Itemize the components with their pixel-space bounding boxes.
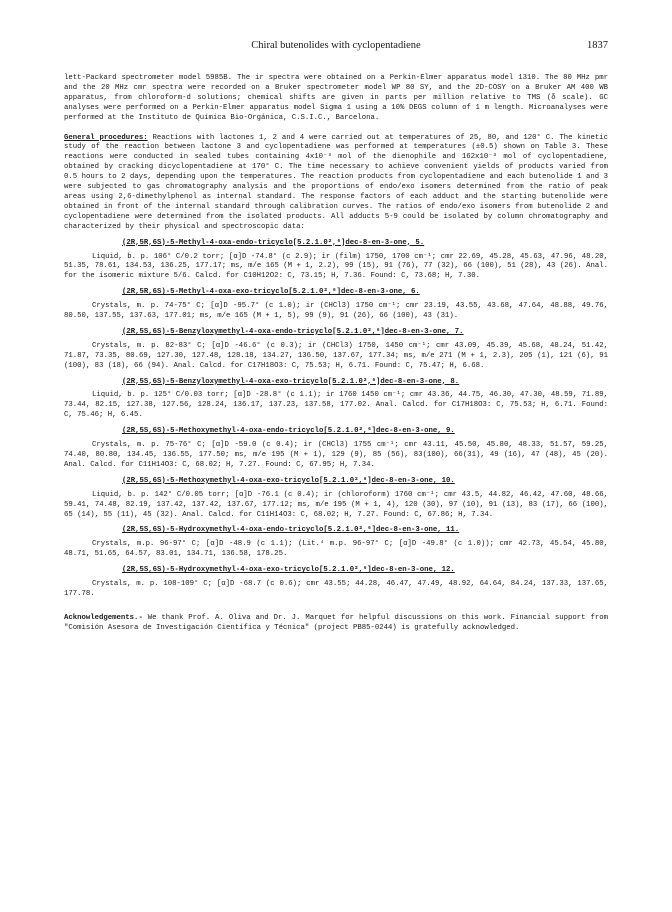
- compound-entry: [64, 328, 608, 372]
- compound-entry: [64, 378, 608, 422]
- compound-title: (2R,5S,6S)-5-Hydroxymethyl-4-oxa-endo-tricyclo[5.2.1.0²,⁶]dec-8-en-3-one, 11.: [122, 526, 460, 535]
- page-header: [64, 40, 608, 56]
- intro-paragraph: lett-Packard spectrometer model 5985B. The ir spectra were obtained on a Perkin-Elmer apparatus model 1310. The 80 MHz pmr and the 20 MHz cmr spectra were recorded on a Bruker spectrometer model WP 80 SY, and the 2D-COSY on a Bruker AM 400 WB apparatus, from chloroform-d solutions; chemical shifts are given in parts per million relative to TMS (δ scale). GC analyses were performed on a Perkin-Elmer apparatus model Sigma 1 using a 10% DEGS column of 1 m length. Microanalyses were performed at the Instituto de Química Bio-Orgánica, C.S.I.C., Barcelona.: [64, 74, 608, 122]
- compound-entry: [64, 239, 608, 283]
- general-procedures-heading: General procedures:: [64, 133, 148, 142]
- compound-data: Crystals, m. p. 108-109° C; [α]D -68.7 (c 0.6); cmr 43.55; 44.28, 46.47, 47.49, 48.92, 64.64, 84.24, 137.33, 137.65, 177.78.: [64, 580, 608, 598]
- compound-title: (2R,5R,6S)-5-Methyl-4-oxa-exo-tricyclo[5.2.1.0²,⁶]dec-8-en-3-one, 6.: [122, 288, 420, 297]
- compound-data: Liquid, b. p. 106° C/0.2 torr; [α]D -74.8° (c 2.9); ir (film) 1750, 1700 cm⁻¹; cmr 22.69, 45.28, 45.63, 47.96, 48.20, 51.35, 78.61, 134.53, 136.25, 177.17; ms, m/e 165 (M + 1, 2.2), 99 (15), 91 (76), 77 (32), 66 (100), 51 (28), 43 (26). Anal. for the isomeric mixture 5/6. Calcd. for C10H12O2: C, 73.15; H, 7.36. Found: C, 73.68; H, 7.30.: [64, 252, 608, 281]
- compound-data: Crystals, m. p. 74-75° C; [α]D -95.7° (c 1.0); ir (CHCl3) 1750 cm⁻¹; cmr 23.19, 43.55, 43.68, 47.64, 48.88, 49.76, 80.50, 137.55, 137.63, 177.01; ms, m/e 165 (M + 1, 5), 99 (9), 91 (26), 66 (100), 43 (31).: [64, 302, 608, 321]
- compound-title: (2R,5R,6S)-5-Methyl-4-oxa-endo-tricyclo[5.2.1.0²,⁶]dec-8-en-3-one, 5.: [122, 238, 425, 247]
- compound-data: Crystals, m.p. 96-97° C; [α]D -48.9 (c 1.1); (Lit.⁴ m.p. 96-97° C; [α]D -49.8° (c 1.0)); cmr 42.73, 45.54, 45.80, 48.71, 51.65, 64.57, 83.01, 134.71, 136.58, 178.25.: [64, 540, 608, 559]
- compound-title: (2R,5S,6S)-5-Hydroxymethyl-4-oxa-exo-tricyclo[5.2.1.0²,⁶]dec-8-en-3-one, 12.: [122, 566, 455, 575]
- compound-entry: [64, 288, 608, 322]
- compound-data: Liquid, b. p. 142° C/0.05 torr; [α]D -76.1 (c 0.4); ir (chloroform) 1760 cm⁻¹; cmr 43.5, 44.82, 46.42, 47.60, 48.66, 59.41, 74.48, 82.19, 137.42, 137.42, 137.67, 177.12; ms, m/e 195 (M + 1, 4), 120 (30), 97 (10), 91 (13), 83 (17), 66 (100), 65 (14), 55 (11), 45 (32). Anal. Calcd. for C11H14O3: C, 68.02; H, 7.27. Found: C, 67.86; H, 7.34.: [64, 490, 608, 519]
- acknowledgements-heading: Acknowledgements.-: [64, 613, 143, 622]
- general-procedures-text: Reactions with lactones 1, 2 and 4 were carried out at temperatures of 25, 80, and 120° C. The kinetic study of the reaction between lactone 3 and cyclopentadiene was performed at temperatures (±0.5) shown on Table 3. These reactions were conducted in sealed tubes containing 4x10⁻³ mol of the dienophile and 162x10⁻³ mol of cyclopentadiene, obtained by cracking dicyclopentadiene at 170° C. The time necessary to achieve convenient yields of products varied from 0.5 hours to 2 days, depending upon the temperatures. The reaction products from cyclopentadiene and each butenolide 1 and 3 were subjected to gas chromatography analysis and the proportions of endo/exo isomers determined from the ratio of peak areas using 2,6-dimethylphenol as internal standard. The response factors of each adduct and the starting butenolide were obtained in front of the internal standard through calibration curves. The ratios of endo/exo isomers from butenolide 2 and cyclopentadiene were determined from the isolated products. All adducts 5-9 could be isolated by column chromatography and characterized by their physical and spectroscopic data:: [64, 133, 608, 231]
- page-number: 1837: [587, 40, 608, 51]
- running-title: Chiral butenolides with cyclopentadiene: [251, 40, 421, 51]
- compound-data: Liquid, b. p. 125° C/0.03 torr; [α]D -28.8° (c 1.1); ir 1760 1450 cm⁻¹; cmr 43.36, 44.75, 46.30, 47.30, 48.59, 71.89, 73.44, 82.15, 127.38, 127.56, 128.24, 136.17, 137.23, 137.58, 177.02. Anal. Calcd. for C17H18O3: C, 75.53; H, 6.71. Found: C, 75.46; H, 6.45.: [64, 391, 608, 420]
- compound-entry: [64, 526, 608, 560]
- article-body: [64, 74, 608, 634]
- acknowledgements-paragraph: [64, 614, 608, 634]
- acknowledgements-text: We thank Prof. A. Oliva and Dr. J. Marquet for helpful discussions on this work. Financial support from "Comisión Asesora de Investigación Científica y Técnica" (project PB85-0244) is gratefully acknowledged.: [64, 613, 608, 632]
- compound-data: Crystals, m. p. 82-83° C; [α]D -46.6° (c 0.3); ir (CHCl3) 1750, 1450 cm⁻¹; cmr 43.09, 45.39, 45.68, 48.24, 51.42, 71.87, 73.35, 80.69, 127.30, 127.48, 128.18, 134.27, 136.50, 137.67, 177.34; ms, m/e 271 (M + 1, 2.3), 205 (1), 121 (6), 91 (100), 83 (18), 66 (94). Anal. Calcd. for C17H18O3: C, 75.53; H, 6.71. Found: C, 75.47; H, 6.68.: [64, 341, 608, 370]
- compound-entry: [64, 427, 608, 471]
- compound-title: (2R,5S,6S)-5-Benzyloxymethyl-4-oxa-endo-tricyclo[5.2.1.0²,⁶]dec-8-en-3-one, 7.: [122, 327, 464, 336]
- compound-title: (2R,5S,6S)-5-Methoxymethyl-4-oxa-exo-tricyclo[5.2.1.0²,⁶]dec-8-en-3-one, 10.: [122, 476, 455, 485]
- compound-title: (2R,5S,6S)-5-Benzyloxymethyl-4-oxa-exo-tricyclo[5.2.1.0²,⁶]dec-8-en-3-one, 8.: [122, 377, 460, 386]
- compound-data: Crystals, m. p. 75-76° C; [α]D -59.0 (c 0.4); ir (CHCl3) 1755 cm⁻¹; cmr 43.11, 45.50, 45.80, 48.33, 51.57, 59.25, 74.40, 80.80, 134.45, 136.55, 177.50; ms, m/e 195 (M + 1), 129 (9), 85 (56), 83(100), 66(31), 49 (16), 47 (48), 45 (20). Anal. Calcd. for C11H14O3: C, 68.02; H, 7.27. Found: C, 67.95; H, 7.34.: [64, 441, 608, 469]
- compound-title: (2R,5S,6S)-5-Methoxymethyl-4-oxa-endo-tricyclo[5.2.1.0²,⁶]dec-8-en-3-one, 9.: [122, 427, 455, 436]
- general-procedures-paragraph: [64, 134, 608, 233]
- compound-entry: [64, 566, 608, 600]
- compound-entry: [64, 477, 608, 521]
